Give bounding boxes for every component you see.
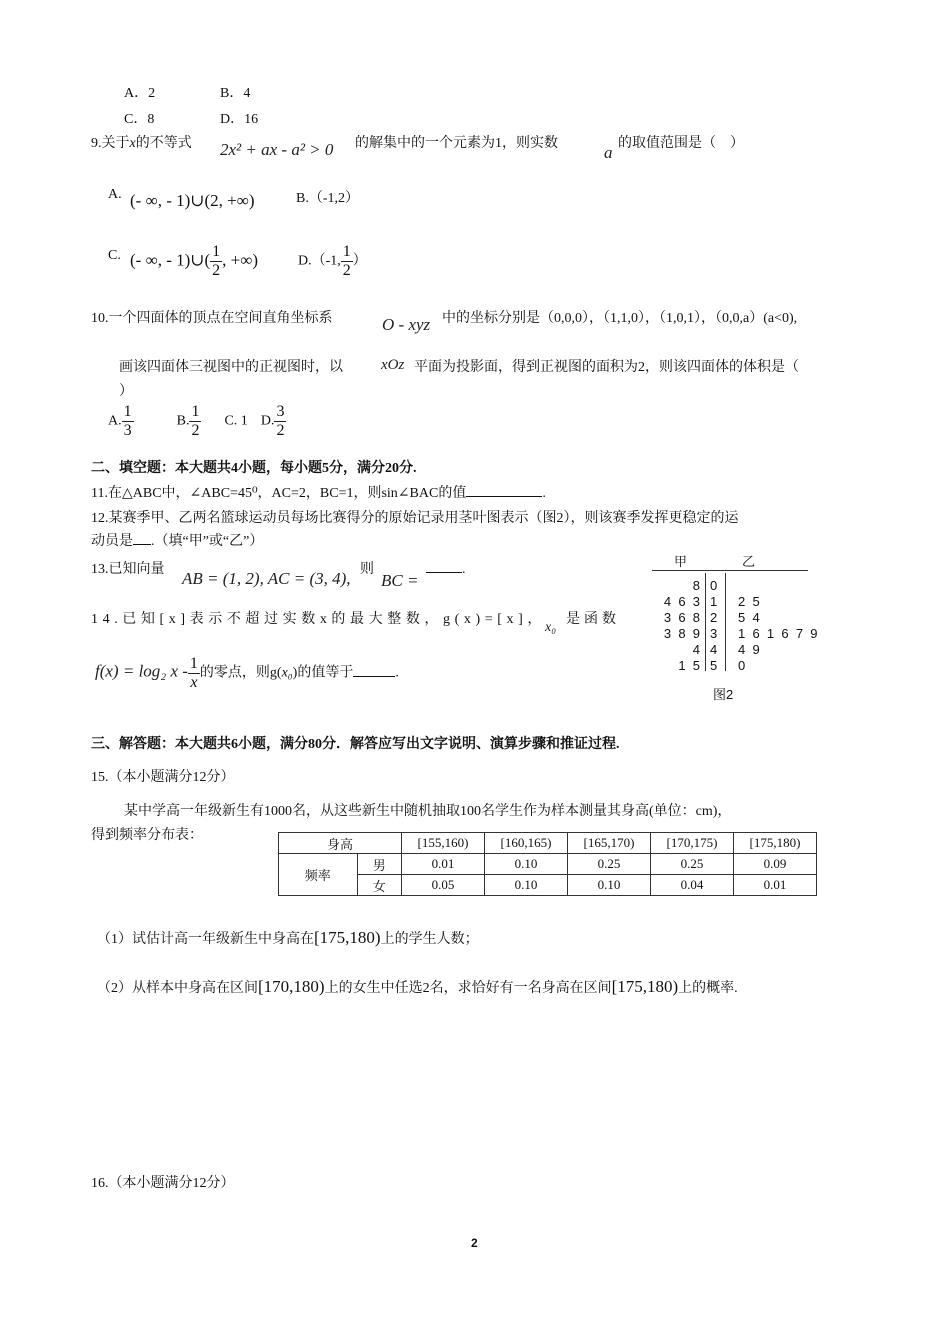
q10-plane: xOz [381, 357, 405, 373]
question-16-title: 16.（本小题满分12分） [91, 1176, 235, 1191]
table-cell: 0.10 [485, 854, 568, 875]
stem-leaf-stem-4: 4 [710, 642, 718, 657]
q13-vectors: AB = (1, 2), AC = (3, 4), [182, 569, 351, 588]
question-10-line1-post: 中的坐标分别是（0,0,0），（1,1,0），（1,0,1），（0,0,a）(a<0), [442, 311, 798, 326]
q10-options: A. $\frac{1}{3}$ B. $\frac{1}{2}$ C. 1 D. $\frac{3}{2}$ [108, 403, 285, 439]
section-3-heading: 三、解答题：本大题共6小题，满分80分．解答应写出文字说明、演算步骤和推证过程. [91, 737, 620, 752]
q9-inequality: 2x² + ax - a² > 0 [220, 140, 334, 159]
table-header-cell: [170,175) [651, 833, 734, 854]
table-header-cell: [160,165) [485, 833, 568, 854]
q8-option-c: C．8 [124, 112, 155, 127]
q9-end: 的取值范围是（ ） [618, 136, 744, 151]
q9-option-d: D.（-1, $\frac{1}{2}$ ） [298, 243, 367, 279]
q9-option-c: (- ∞, - 1)∪( $\frac{1}{2}$ , +∞) [130, 243, 259, 279]
stem-leaf-left-0: 8 [692, 578, 700, 593]
table-header-cell: [175,180) [734, 833, 817, 854]
table-cell: 0.04 [651, 875, 734, 896]
stem-leaf-stem-2: 2 [710, 610, 718, 625]
q14-x0: x₀ [545, 620, 557, 635]
stem-leaf-stem-5: 5 [710, 658, 718, 673]
table-cell: 0.25 [568, 854, 651, 875]
stem-leaf-right-5: 0 [738, 658, 746, 673]
q13-bc: BC = [381, 571, 419, 590]
table-header-cell: [155,160) [402, 833, 485, 854]
q8-option-a: A．2 [124, 86, 156, 101]
stem-leaf-header-left: 甲 [674, 554, 688, 569]
stem-leaf-divider-right [725, 573, 726, 671]
stem-leaf-stem-0: 0 [710, 578, 718, 593]
stem-leaf-right-3: 1 6 1 6 7 9 [738, 626, 818, 641]
stem-leaf-left-4: 4 [692, 642, 700, 657]
table-cell: 0.10 [485, 875, 568, 896]
q13-answer: . [426, 562, 466, 578]
question-13-pre: 13.已知向量 [91, 562, 165, 577]
table-cell: 0.10 [568, 875, 651, 896]
question-14-line2: f(x) = log₂ x - $\frac{1}{x}$ 的零点，则g(x₀)的值等于 . [95, 655, 399, 691]
table-row-label: 女 [357, 875, 401, 896]
q9-option-a-label: A. [108, 187, 122, 202]
stem-leaf-stem-3: 3 [710, 626, 718, 641]
q9-var-a: a [604, 143, 613, 162]
stem-leaf-divider-left [705, 573, 706, 671]
section-2-heading: 二、填空题：本大题共4小题，每小题5分，满分20分. [91, 461, 417, 476]
q9-option-a: (- ∞, - 1)∪(2, +∞) [130, 191, 255, 210]
stem-leaf-header-line [652, 570, 808, 571]
table-header-row [279, 833, 817, 854]
stem-leaf-left-5: 1 5 [678, 658, 700, 673]
stem-leaf-right-2: 5 4 [738, 610, 760, 625]
stem-leaf-caption: 图2 [713, 687, 734, 702]
question-11: 11.在△ABC中，∠ABC=45⁰，AC=2，BC=1，则sin∠BAC的值 . [91, 486, 546, 501]
question-10-line2-pre: 画该四面体三视图中的正视图时，以 [119, 360, 343, 375]
q14-is-function: 是函数 [566, 612, 620, 627]
table-group-cell: 频率 [279, 854, 358, 896]
stem-leaf-stem-1: 1 [710, 594, 718, 609]
q9-option-b: B.（-1,2） [296, 191, 359, 206]
q8-option-d: D．16 [220, 112, 259, 127]
stem-leaf-left-1: 4 6 3 [663, 594, 700, 609]
question-15-stem-line2: 得到频率分布表： [91, 828, 203, 843]
table-cell: 0.01 [734, 875, 817, 896]
question-15-part1: （1）试估计高一年级新生中身高在[175,180)上的学生人数； [97, 928, 479, 947]
frequency-table [278, 832, 817, 896]
table-row [279, 875, 817, 896]
question-15-title: 15.（本小题满分12分） [91, 770, 235, 785]
stem-leaf-left-2: 3 6 8 [663, 610, 700, 625]
question-10-line3: ） [119, 384, 133, 399]
question-15-part2: （2）从样本中身高在区间[170,180)上的女生中任选2名，求恰好有一名身高在区间[175,180)上的概率. [97, 977, 738, 996]
question-12-line1: 12.某赛季甲、乙两名篮球运动员每场比赛得分的原始记录用茎叶图表示（图2），则该赛季发挥更稳定的运 [91, 511, 739, 526]
question-9: 9.关于x的不等式 [91, 136, 192, 151]
stem-leaf-right-1: 2 5 [738, 594, 760, 609]
stem-leaf-header-right: 乙 [742, 554, 756, 569]
table-cell: 0.01 [402, 854, 485, 875]
q13-then: 则 [360, 562, 374, 577]
question-10-line1-pre: 10.一个四面体的顶点在空间直角坐标系 [91, 311, 333, 326]
question-15-stem-line1: 某中学高一年级新生有1000名，从这些新生中随机抽取100名学生作为样本测量其身高(单位：cm)， [124, 804, 732, 819]
q9-suffix: 的解集中的一个元素为1，则实数 [355, 136, 558, 151]
page-number: 2 [471, 1236, 478, 1250]
q8-option-b: B．4 [220, 86, 251, 101]
question-14-line1: 14.已知[x]表示不超过实数x的最大整数，g(x)=[x]， [91, 612, 546, 627]
q10-coord-system: O - xyz [382, 315, 431, 334]
table-header-cell: 身高 [279, 833, 402, 854]
question-12-line2: 动员是 .（填“甲”或“乙”） [91, 534, 264, 549]
q9-option-c-label: C. [108, 248, 121, 263]
table-header-cell: [165,170) [568, 833, 651, 854]
table-cell: 0.25 [651, 854, 734, 875]
table-cell: 0.09 [734, 854, 817, 875]
stem-leaf-right-4: 4 9 [738, 642, 760, 657]
stem-leaf-left-3: 3 8 9 [663, 626, 700, 641]
table-row-label: 男 [357, 854, 401, 875]
table-row [279, 854, 817, 875]
question-10-line2-post: 平面为投影面，得到正视图的面积为2，则该四面体的体积是（ [414, 360, 799, 375]
table-cell: 0.05 [402, 875, 485, 896]
